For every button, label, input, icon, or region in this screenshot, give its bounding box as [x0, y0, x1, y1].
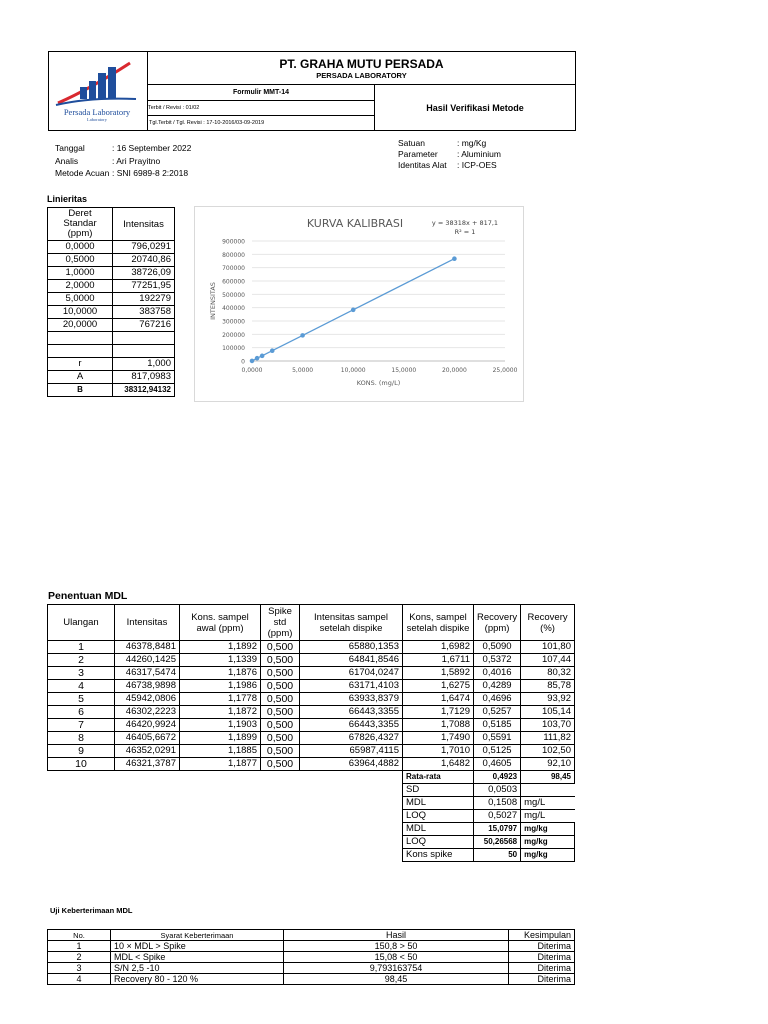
info-label: Analis — [55, 155, 79, 166]
col-header: Kons, sampel setelah dispike — [403, 605, 474, 641]
recovery-pct: 92,10 — [521, 758, 575, 771]
spiked-conc: 1,6711 — [403, 654, 474, 667]
table-row — [48, 693, 575, 706]
recovery-ppm: 0,5372 — [474, 654, 521, 667]
y-tick-label: 900000 — [222, 238, 245, 246]
table-row — [48, 732, 575, 745]
stat-value: 38312,94132 — [113, 384, 175, 397]
mdl-title: Penentuan MDL — [48, 590, 128, 602]
std-intensity: 796,0291 — [113, 241, 175, 254]
chart-svg — [195, 207, 523, 401]
spike-std: 0,500 — [261, 719, 300, 732]
y-tick-label: 600000 — [222, 278, 245, 286]
y-tick-label: 100000 — [222, 345, 245, 353]
linearity-title: Linieritas — [47, 194, 88, 204]
stat-label: B — [48, 384, 113, 397]
table-row — [48, 952, 575, 963]
rep-no: 3 — [48, 667, 115, 680]
table-row — [48, 758, 575, 771]
summary-extra — [521, 784, 575, 797]
recovery-pct: 105,14 — [521, 706, 575, 719]
spike-std: 0,500 — [261, 732, 300, 745]
recovery-pct: 80,32 — [521, 667, 575, 680]
x-axis-label: KONS. (mg/L) — [356, 379, 401, 387]
summary-label: SD — [403, 784, 474, 797]
info-left — [55, 142, 191, 180]
table-row — [48, 706, 575, 719]
summary-value: 50 — [474, 849, 521, 862]
x-tick-label: 25,0000 — [492, 367, 518, 374]
spiked-intensity: 64841,8546 — [300, 654, 403, 667]
initial-conc: 1,1986 — [180, 680, 261, 693]
summary-row — [48, 784, 575, 797]
y-tick-label: 700000 — [222, 265, 245, 273]
spike-std: 0,500 — [261, 641, 300, 654]
chart-title: KURVA KALIBRASI — [306, 217, 404, 230]
summary-extra: mg/kg — [521, 823, 575, 836]
recovery-pct: 101,80 — [521, 641, 575, 654]
recovery-pct: 111,82 — [521, 732, 575, 745]
spiked-intensity: 63933,8379 — [300, 693, 403, 706]
summary-extra: mg/L — [521, 810, 575, 823]
spiked-intensity: 65987,4115 — [300, 745, 403, 758]
intensity: 46321,3787 — [115, 758, 180, 771]
info-row — [398, 149, 501, 160]
intensity: 46738,9898 — [115, 680, 180, 693]
chart-equation: y = 38318x + 817,1 — [431, 219, 499, 227]
initial-conc: 1,1876 — [180, 667, 261, 680]
info-value: : 16 September 2022 — [112, 143, 192, 153]
stat-row — [48, 384, 175, 397]
std-conc: 0,0000 — [48, 241, 113, 254]
table-row — [48, 241, 175, 254]
initial-conc: 1,1899 — [180, 732, 261, 745]
table-row — [48, 293, 175, 306]
acc-criteria: MDL < Spike — [111, 952, 284, 963]
table-row — [48, 306, 175, 319]
table-row — [48, 680, 575, 693]
col-header: Ulangan — [48, 605, 115, 641]
table-row — [48, 654, 575, 667]
y-tick-label: 400000 — [222, 305, 245, 313]
info-row — [55, 142, 191, 155]
acc-result: 9,793163754 — [284, 963, 509, 974]
recovery-ppm: 0,4016 — [474, 667, 521, 680]
data-point — [260, 354, 265, 359]
recovery-pct: 85,78 — [521, 680, 575, 693]
summary-row — [48, 797, 575, 810]
x-tick-label: 5,0000 — [292, 367, 314, 374]
col-header: Hasil — [284, 930, 509, 941]
spike-std: 0,500 — [261, 680, 300, 693]
col-header: Intensitas — [113, 208, 175, 241]
spiked-conc: 1,6482 — [403, 758, 474, 771]
std-conc — [48, 332, 113, 345]
acc-criteria: Recovery 80 - 120 % — [111, 974, 284, 985]
spike-std: 0,500 — [261, 745, 300, 758]
info-value: : Ari Prayitno — [112, 155, 161, 166]
table-row — [48, 641, 575, 654]
revision-info: Terbit / Revisi : 01/02 — [148, 101, 375, 116]
summary-extra: 98,45 — [521, 771, 575, 784]
recovery-pct: 102,50 — [521, 745, 575, 758]
acc-result: 15,08 < 50 — [284, 952, 509, 963]
summary-row — [48, 771, 575, 784]
company-name: PT. GRAHA MUTU PERSADA — [279, 56, 444, 71]
data-point — [300, 333, 305, 338]
table-row — [48, 941, 575, 952]
logo-text: Persada Laboratory — [63, 107, 131, 117]
initial-conc: 1,1877 — [180, 758, 261, 771]
acc-criteria: 10 × MDL > Spike — [111, 941, 284, 952]
mdl-table — [47, 604, 575, 862]
summary-row — [48, 810, 575, 823]
info-right — [398, 138, 501, 171]
spiked-conc: 1,6982 — [403, 641, 474, 654]
col-header: Syarat Keberterimaan — [111, 930, 284, 941]
table-row — [48, 963, 575, 974]
info-label: Parameter — [398, 149, 438, 159]
recovery-ppm: 0,5185 — [474, 719, 521, 732]
calibration-chart — [194, 206, 524, 402]
summary-label: Rata-rata — [403, 771, 474, 784]
x-tick-label: 10,0000 — [340, 367, 366, 374]
table-row — [48, 332, 175, 345]
recovery-pct: 107,44 — [521, 654, 575, 667]
initial-conc: 1,1892 — [180, 641, 261, 654]
data-point — [452, 256, 457, 261]
summary-row — [48, 823, 575, 836]
spiked-conc: 1,7129 — [403, 706, 474, 719]
rep-no: 10 — [48, 758, 115, 771]
summary-label: LOQ — [403, 836, 474, 849]
document-title: Hasil Verifikasi Metode — [375, 85, 576, 131]
std-conc: 1,0000 — [48, 267, 113, 280]
revision-date: Tgl.Terbit / Tgl. Revisi : 17-10-2016/03-09-2019 — [148, 116, 375, 131]
stat-value: 1,000 — [113, 358, 175, 371]
data-point — [255, 356, 260, 361]
recovery-ppm: 0,4289 — [474, 680, 521, 693]
rep-no: 5 — [48, 693, 115, 706]
y-tick-label: 0 — [241, 358, 245, 366]
std-intensity: 77251,95 — [113, 280, 175, 293]
y-tick-label: 200000 — [222, 331, 245, 339]
stat-row — [48, 371, 175, 384]
rep-no: 6 — [48, 706, 115, 719]
spiked-intensity: 63171,4103 — [300, 680, 403, 693]
stat-value: 817,0983 — [113, 371, 175, 384]
acc-conclusion: Diterima — [509, 974, 575, 985]
rep-no: 4 — [48, 680, 115, 693]
spiked-intensity: 65880,1353 — [300, 641, 403, 654]
table-row — [48, 667, 575, 680]
x-tick-label: 15,0000 — [391, 367, 417, 374]
summary-value: 0,4923 — [474, 771, 521, 784]
initial-conc: 1,1339 — [180, 654, 261, 667]
data-point — [250, 359, 255, 364]
summary-label: MDL — [403, 823, 474, 836]
info-value: : Aluminium — [457, 149, 501, 159]
document-header — [48, 51, 576, 131]
chart-r2: R² = 1 — [454, 228, 476, 236]
acc-conclusion: Diterima — [509, 963, 575, 974]
col-header: No. — [48, 930, 111, 941]
spiked-intensity: 66443,3355 — [300, 719, 403, 732]
std-conc: 20,0000 — [48, 319, 113, 332]
summary-value: 15,0797 — [474, 823, 521, 836]
info-label: Tanggal — [55, 143, 85, 153]
data-point — [351, 308, 356, 313]
table-row — [48, 719, 575, 732]
table-row — [48, 280, 175, 293]
intensity: 46317,5474 — [115, 667, 180, 680]
initial-conc: 1,1872 — [180, 706, 261, 719]
intensity: 46420,9924 — [115, 719, 180, 732]
recovery-ppm: 0,5591 — [474, 732, 521, 745]
intensity: 46405,6672 — [115, 732, 180, 745]
std-intensity: 767216 — [113, 319, 175, 332]
intensity: 45942,0806 — [115, 693, 180, 706]
std-intensity: 383758 — [113, 306, 175, 319]
acceptance-table — [47, 929, 575, 985]
spiked-intensity: 61704,0247 — [300, 667, 403, 680]
acc-no: 1 — [48, 941, 111, 952]
acc-conclusion: Diterima — [509, 941, 575, 952]
info-row — [398, 138, 501, 149]
col-header: Intensitas sampel setelah dispike — [300, 605, 403, 641]
rep-no: 9 — [48, 745, 115, 758]
intensity: 46352,0291 — [115, 745, 180, 758]
col-header: Recovery (ppm) — [474, 605, 521, 641]
initial-conc: 1,1885 — [180, 745, 261, 758]
y-tick-label: 800000 — [222, 251, 245, 259]
acc-no: 2 — [48, 952, 111, 963]
linearity-table — [47, 207, 175, 397]
summary-label: Kons spike — [403, 849, 474, 862]
col-header: Deret Standar (ppm) — [48, 208, 113, 241]
col-header: Recovery (%) — [521, 605, 575, 641]
acc-criteria: S/N 2,5 -10 — [111, 963, 284, 974]
acc-conclusion: Diterima — [509, 952, 575, 963]
col-header: Spike std (ppm) — [261, 605, 300, 641]
recovery-pct: 103,70 — [521, 719, 575, 732]
logo-cell — [49, 52, 148, 131]
col-header: Kesimpulan — [509, 930, 575, 941]
table-row — [48, 745, 575, 758]
summary-extra: mg/L — [521, 797, 575, 810]
spike-std: 0,500 — [261, 693, 300, 706]
info-value: : SNI 6989-8 2:2018 — [112, 168, 189, 178]
form-number: Formulir MMT-14 — [148, 85, 375, 101]
std-intensity: 38726,09 — [113, 267, 175, 280]
rep-no: 1 — [48, 641, 115, 654]
table-row — [48, 267, 175, 280]
summary-value: 0,5027 — [474, 810, 521, 823]
std-intensity: 192279 — [113, 293, 175, 306]
spiked-intensity: 63964,4882 — [300, 758, 403, 771]
summary-row — [48, 836, 575, 849]
intensity: 44260,1425 — [115, 654, 180, 667]
stat-row — [48, 358, 175, 371]
lab-name: PERSADA LABORATORY — [316, 70, 407, 80]
spike-std: 0,500 — [261, 667, 300, 680]
x-tick-label: 0,0000 — [241, 367, 263, 374]
rep-no: 8 — [48, 732, 115, 745]
spike-std: 0,500 — [261, 758, 300, 771]
summary-label: MDL — [403, 797, 474, 810]
std-conc: 2,0000 — [48, 280, 113, 293]
spiked-conc: 1,7088 — [403, 719, 474, 732]
recovery-ppm: 0,5257 — [474, 706, 521, 719]
info-row — [55, 167, 191, 180]
intensity: 46378,8481 — [115, 641, 180, 654]
x-tick-label: 20,0000 — [441, 367, 467, 374]
initial-conc: 1,1778 — [180, 693, 261, 706]
spike-std: 0,500 — [261, 706, 300, 719]
recovery-pct: 93,92 — [521, 693, 575, 706]
recovery-ppm: 0,4605 — [474, 758, 521, 771]
std-conc: 10,0000 — [48, 306, 113, 319]
y-axis-label: INTENSITAS — [209, 282, 217, 320]
summary-extra: mg/kg — [521, 836, 575, 849]
info-value: : ICP-OES — [457, 160, 497, 170]
acc-no: 4 — [48, 974, 111, 985]
table-row — [48, 254, 175, 267]
std-conc: 5,0000 — [48, 293, 113, 306]
info-row — [398, 160, 501, 171]
y-tick-label: 500000 — [222, 291, 245, 299]
summary-value: 50,26568 — [474, 836, 521, 849]
info-label: Metode Acuan — [55, 168, 110, 178]
spiked-conc: 1,7490 — [403, 732, 474, 745]
std-intensity — [113, 332, 175, 345]
std-conc: 0,5000 — [48, 254, 113, 267]
spiked-conc: 1,7010 — [403, 745, 474, 758]
std-intensity: 20740,86 — [113, 254, 175, 267]
col-header: Intensitas — [115, 605, 180, 641]
summary-extra: mg/kg — [521, 849, 575, 862]
rep-no: 2 — [48, 654, 115, 667]
spiked-intensity: 67826,4327 — [300, 732, 403, 745]
stat-label: A — [48, 371, 113, 384]
acceptance-title: Uji Keberterimaan MDL — [50, 906, 133, 915]
rep-no: 7 — [48, 719, 115, 732]
intensity: 46302,2223 — [115, 706, 180, 719]
summary-label: LOQ — [403, 810, 474, 823]
summary-value: 0,0503 — [474, 784, 521, 797]
acc-result: 98,45 — [284, 974, 509, 985]
logo-subtext: Laboratory — [87, 117, 107, 122]
recovery-ppm: 0,5090 — [474, 641, 521, 654]
acc-result: 150,8 > 50 — [284, 941, 509, 952]
spiked-intensity: 66443,3355 — [300, 706, 403, 719]
table-row — [48, 319, 175, 332]
table-row — [48, 974, 575, 985]
info-label: Satuan — [398, 138, 425, 148]
spiked-conc: 1,5892 — [403, 667, 474, 680]
spacer-row — [48, 345, 175, 358]
spike-std: 0,500 — [261, 654, 300, 667]
company-cell — [148, 52, 576, 85]
info-label: Identitas Alat — [398, 160, 447, 170]
recovery-ppm: 0,5125 — [474, 745, 521, 758]
col-header: Kons. sampel awal (ppm) — [180, 605, 261, 641]
acc-no: 3 — [48, 963, 111, 974]
initial-conc: 1,1903 — [180, 719, 261, 732]
spiked-conc: 1,6474 — [403, 693, 474, 706]
spiked-conc: 1,6275 — [403, 680, 474, 693]
data-point — [270, 348, 275, 353]
summary-value: 0,1508 — [474, 797, 521, 810]
info-value: : mg/Kg — [457, 138, 487, 148]
summary-row — [48, 849, 575, 862]
info-row — [55, 155, 191, 168]
recovery-ppm: 0,4696 — [474, 693, 521, 706]
stat-label: r — [48, 358, 113, 371]
y-tick-label: 300000 — [222, 318, 245, 326]
